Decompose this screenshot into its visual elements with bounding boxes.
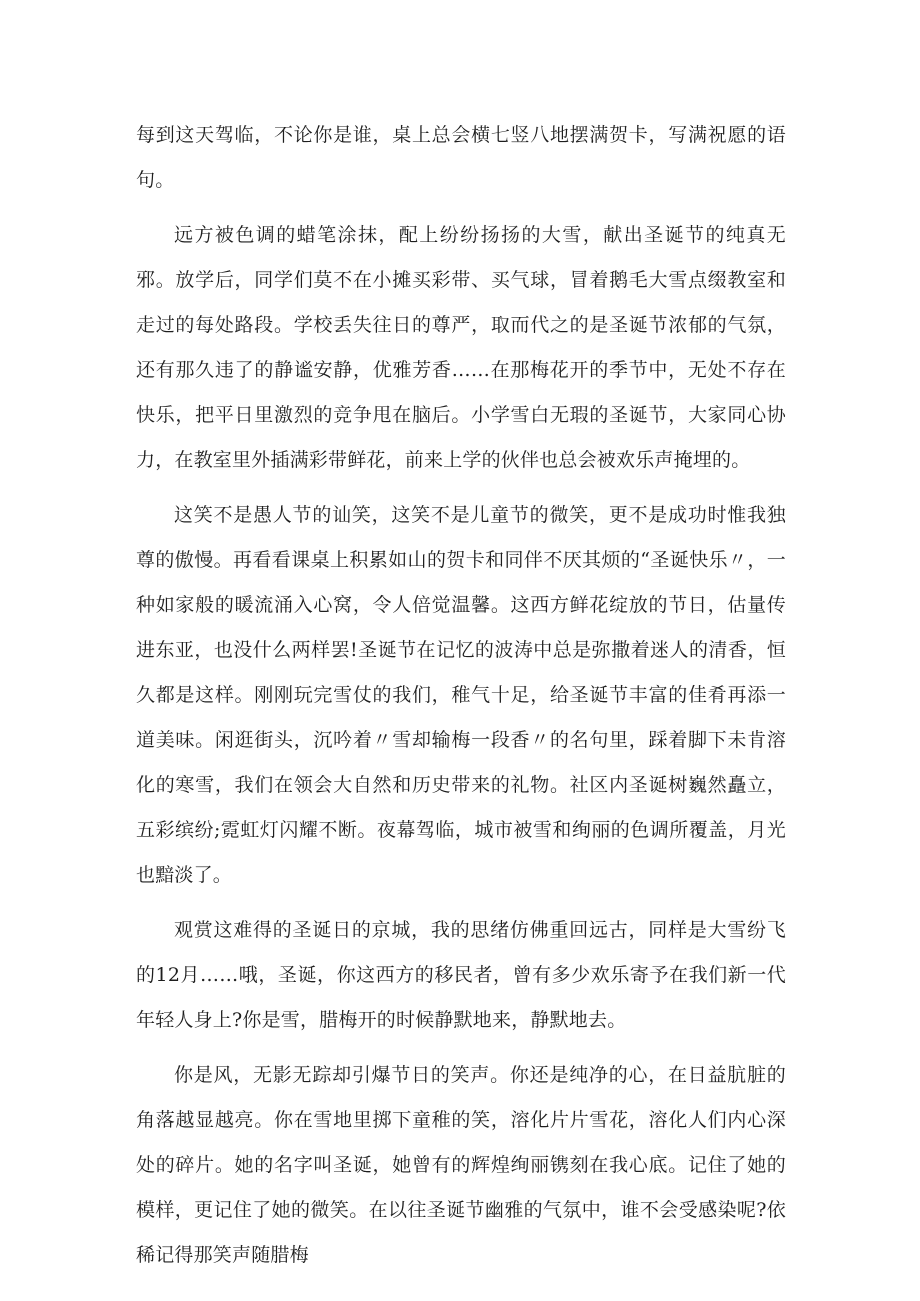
paragraph-5: 你是风，无影无踪却引爆节日的笑声。你还是纯净的心，在日益肮脏的角落越显越亮。你在雪地里掷下童稚的笑，溶化片片雪花，溶化人们内心深处的碎片。她的名字叫圣诞，她曾有的辉煌绚丽镌刻在我心底。记住了她的模样，更记住了她的微笑。在以往圣诞节幽雅的气氛中，谁不会受感染呢?依稀记得那笑声随腊梅 <box>136 1064 786 1266</box>
document-body <box>136 113 786 1278</box>
paragraph-1: 每到这天驾临，不论你是谁，桌上总会横七竖八地摆满贺卡，写满祝愿的语句。 <box>136 124 786 191</box>
paragraph-3: 这笑不是愚人节的讪笑，这笑不是儿童节的微笑，更不是成功时惟我独尊的傲慢。再看看课桌上积累如山的贺卡和同伴不厌其烦的“圣诞快乐〃，一种如家般的暖流涌入心窝，令人倍觉温馨。这西方鲜花绽放的节日，估量传进东亚，也没什么两样罢!圣诞节在记忆的波涛中总是弥撒着迷人的清香，恒久都是这样。刚刚玩完雪仗的我们，稚气十足，给圣诞节丰富的佳肴再添一道美味。闲逛街头，沉吟着〃雪却输梅一段香〃的名句里，踩着脚下未肯溶化的寒雪，我们在领会大自然和历史带来的礼物。社区内圣诞树巍然矗立，五彩缤纷;霓虹灯闪耀不断。夜幕驾临，城市被雪和绚丽的色调所覆盖，月光也黯淡了。 <box>136 504 786 886</box>
paragraph-2: 远方被色调的蜡笔涂抹，配上纷纷扬扬的大雪，献出圣诞节的纯真无邪。放学后，同学们莫不在小摊买彩带、买气球，冒着鹅毛大雪点缀教室和走过的每处路段。学校丢失往日的尊严，取而代之的是圣诞节浓郁的气氛，还有那久违了的静谧安静，优雅芳香……在那梅花开的季节中，无处不存在快乐，把平日里激烈的竞争甩在脑后。小学雪白无瑕的圣诞节，大家同心协力，在教室里外插满彩带鲜花，前来上学的伙伴也总会被欢乐声掩埋的。 <box>136 224 786 471</box>
paragraph-4: 观赏这难得的圣诞日的京城，我的思绪仿佛重回远古，同样是大雪纷飞的12月……哦，圣诞，你这西方的移民者，曾有多少欢乐寄予在我们新一代年轻人身上?你是雪，腊梅开的时候静默地来，静默地去。 <box>136 919 786 1031</box>
